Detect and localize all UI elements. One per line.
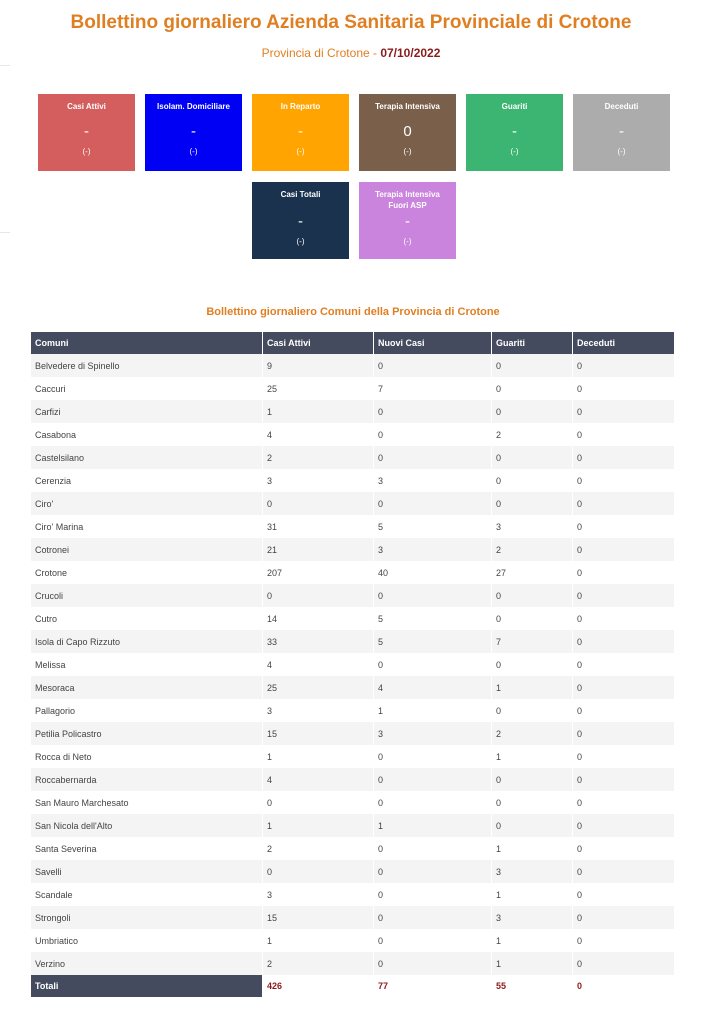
nuovi-casi-cell: 5	[374, 515, 492, 538]
deceduti-cell: 0	[573, 676, 674, 699]
deceduti-cell: 0	[573, 630, 674, 653]
deceduti-cell: 0	[573, 860, 674, 883]
nuovi-casi-cell: 3	[374, 722, 492, 745]
casi-attivi-cell: 25	[263, 676, 374, 699]
guariti-cell: 1	[492, 676, 573, 699]
deceduti-cell: 0	[573, 469, 674, 492]
table-row	[31, 354, 674, 377]
comune-name: Isola di Capo Rizzuto	[31, 630, 263, 653]
comune-name: Pallagorio	[31, 699, 263, 722]
table-row	[31, 653, 674, 676]
comune-name: Castelsilano	[31, 446, 263, 469]
nuovi-casi-cell: 0	[374, 791, 492, 814]
guariti-cell: 0	[492, 377, 573, 400]
nuovi-casi-cell: 0	[374, 446, 492, 469]
nuovi-casi-cell: 0	[374, 768, 492, 791]
guariti-cell: 1	[492, 745, 573, 768]
card-delta: (-)	[403, 147, 412, 156]
casi-attivi-cell: 21	[263, 538, 374, 561]
nuovi-casi-cell: 0	[374, 929, 492, 952]
casi-attivi-cell: 31	[263, 515, 374, 538]
table-row	[31, 814, 674, 837]
guariti-cell: 2	[492, 538, 573, 561]
card-label: Guariti	[501, 102, 528, 111]
subtitle-province: Provincia di Crotone -	[261, 46, 381, 60]
card-value: -	[298, 123, 303, 140]
table-row	[31, 745, 674, 768]
comune-name: Cerenzia	[31, 469, 263, 492]
comune-name: Scandale	[31, 883, 263, 906]
card-value: -	[191, 123, 196, 140]
deceduti-cell: 0	[573, 837, 674, 860]
casi-attivi-cell: 3	[263, 469, 374, 492]
nuovi-casi-cell: 1	[374, 699, 492, 722]
casi-attivi-cell: 2	[263, 952, 374, 975]
card-value: -	[405, 213, 410, 230]
nuovi-casi-cell: 40	[374, 561, 492, 584]
page-title: Bollettino giornaliero Azienda Sanitaria Provinciale di Crotone	[70, 12, 632, 33]
left-edge-line	[0, 65, 10, 66]
casi-attivi-cell: 207	[263, 561, 374, 584]
nuovi-casi-cell: 0	[374, 745, 492, 768]
comune-name: Cutro	[31, 607, 263, 630]
card-label: Isolam. Domiciliare	[157, 102, 230, 111]
comune-name: Strongoli	[31, 906, 263, 929]
deceduti-cell: 0	[573, 814, 674, 837]
comune-name: Carfizi	[31, 400, 263, 423]
deceduti-cell: 0	[573, 791, 674, 814]
table-row	[31, 906, 674, 929]
nuovi-casi-cell: 0	[374, 584, 492, 607]
table-row	[31, 377, 674, 400]
casi-attivi-cell: 4	[263, 423, 374, 446]
deceduti-cell: 0	[573, 584, 674, 607]
comune-name: Petilia Policastro	[31, 722, 263, 745]
comune-name: San Mauro Marchesato	[31, 791, 263, 814]
column-header: Nuovi Casi	[374, 332, 492, 354]
nuovi-casi-cell: 1	[374, 814, 492, 837]
card-delta: (-)	[189, 147, 198, 156]
column-header: Guariti	[492, 332, 573, 354]
totals-row	[31, 975, 674, 997]
comune-name: Belvedere di Spinello	[31, 354, 263, 377]
table-row	[31, 400, 674, 423]
nuovi-casi-cell: 0	[374, 883, 492, 906]
guariti-cell: 0	[492, 400, 573, 423]
card-deceduti	[573, 94, 670, 171]
guariti-cell: 0	[492, 492, 573, 515]
deceduti-cell: 0	[573, 883, 674, 906]
casi-attivi-cell: 3	[263, 883, 374, 906]
comuni-table	[31, 332, 674, 997]
nuovi-casi-cell: 4	[374, 676, 492, 699]
deceduti-cell: 0	[573, 492, 674, 515]
casi-attivi-cell: 0	[263, 492, 374, 515]
guariti-cell: 0	[492, 791, 573, 814]
casi-attivi-cell: 0	[263, 860, 374, 883]
card-isolamento-domiciliare	[145, 94, 242, 171]
column-header: Deceduti	[573, 332, 674, 354]
casi-attivi-cell: 4	[263, 768, 374, 791]
casi-attivi-cell: 2	[263, 446, 374, 469]
comune-name: Roccabernarda	[31, 768, 263, 791]
comune-name: Ciro' Marina	[31, 515, 263, 538]
comune-name: Crucoli	[31, 584, 263, 607]
table-header-row	[31, 332, 674, 354]
guariti-cell: 0	[492, 814, 573, 837]
nuovi-casi-cell: 7	[374, 377, 492, 400]
card-delta: (-)	[296, 237, 305, 246]
card-delta: (-)	[617, 147, 626, 156]
card-label: Deceduti	[604, 102, 639, 111]
table-row	[31, 538, 674, 561]
deceduti-cell: 0	[573, 653, 674, 676]
comune-name: Umbriatico	[31, 929, 263, 952]
card-value: 0	[403, 123, 412, 140]
guariti-cell: 0	[492, 768, 573, 791]
card-terapia-intensiva	[359, 94, 456, 171]
casi-attivi-cell: 33	[263, 630, 374, 653]
nuovi-casi-cell: 0	[374, 653, 492, 676]
nuovi-casi-cell: 0	[374, 837, 492, 860]
comune-name: Crotone	[31, 561, 263, 584]
guariti-cell: 0	[492, 446, 573, 469]
card-terapia-intensiva-fuori-asp	[359, 182, 456, 259]
casi-attivi-cell: 1	[263, 814, 374, 837]
table-row	[31, 883, 674, 906]
guariti-cell: 0	[492, 607, 573, 630]
card-value: -	[298, 213, 303, 230]
table-row	[31, 952, 674, 975]
card-casi-attivi	[38, 94, 135, 171]
comune-name: Ciro'	[31, 492, 263, 515]
card-label: Terapia Intensiva	[375, 102, 440, 111]
comune-name: San Nicola dell'Alto	[31, 814, 263, 837]
table-row	[31, 446, 674, 469]
guariti-cell: 2	[492, 423, 573, 446]
card-value: -	[84, 123, 89, 140]
section-title: Bollettino giornaliero Comuni della Provincia di Crotone	[206, 306, 500, 318]
table-row	[31, 929, 674, 952]
deceduti-cell: 0	[573, 377, 674, 400]
guariti-cell: 27	[492, 561, 573, 584]
table-row	[31, 676, 674, 699]
deceduti-cell: 0	[573, 400, 674, 423]
comune-name: Mesoraca	[31, 676, 263, 699]
card-label: Terapia Intensiva Fuori ASP	[375, 190, 440, 210]
table-row	[31, 492, 674, 515]
card-delta: (-)	[510, 147, 519, 156]
guariti-cell: 1	[492, 837, 573, 860]
comune-name: Verzino	[31, 952, 263, 975]
casi-attivi-cell: 2	[263, 837, 374, 860]
casi-attivi-cell: 0	[263, 584, 374, 607]
guariti-cell: 0	[492, 354, 573, 377]
card-label: Casi Attivi	[67, 102, 106, 111]
casi-attivi-cell: 1	[263, 929, 374, 952]
nuovi-casi-cell: 0	[374, 354, 492, 377]
table-row	[31, 630, 674, 653]
deceduti-cell: 0	[573, 768, 674, 791]
comune-name: Rocca di Neto	[31, 745, 263, 768]
column-header: Comuni	[31, 332, 263, 354]
page-subtitle	[0, 46, 702, 60]
card-delta: (-)	[403, 237, 412, 246]
guariti-cell: 0	[492, 699, 573, 722]
bulletin-date: 07/10/2022	[380, 46, 441, 60]
table-row	[31, 515, 674, 538]
left-edge-line	[0, 232, 10, 233]
deceduti-cell: 0	[573, 515, 674, 538]
table-row	[31, 607, 674, 630]
casi-attivi-cell: 1	[263, 745, 374, 768]
deceduti-cell: 0	[573, 561, 674, 584]
deceduti-cell: 0	[573, 722, 674, 745]
table-row	[31, 561, 674, 584]
guariti-cell: 0	[492, 584, 573, 607]
nuovi-casi-cell: 0	[374, 906, 492, 929]
table-row	[31, 791, 674, 814]
column-header: Casi Attivi	[263, 332, 374, 354]
guariti-cell: 3	[492, 515, 573, 538]
casi-attivi-cell: 1	[263, 400, 374, 423]
table-row	[31, 837, 674, 860]
card-label: In Reparto	[280, 102, 321, 111]
nuovi-casi-cell: 0	[374, 400, 492, 423]
deceduti-cell: 0	[573, 745, 674, 768]
guariti-cell: 3	[492, 860, 573, 883]
table-row	[31, 860, 674, 883]
table-row	[31, 423, 674, 446]
guariti-cell: 3	[492, 906, 573, 929]
deceduti-cell: 0	[573, 423, 674, 446]
comune-name: Caccuri	[31, 377, 263, 400]
nuovi-casi-cell: 3	[374, 538, 492, 561]
casi-attivi-cell: 15	[263, 906, 374, 929]
card-in-reparto	[252, 94, 349, 171]
nuovi-casi-cell: 5	[374, 630, 492, 653]
card-delta: (-)	[296, 147, 305, 156]
table-row	[31, 768, 674, 791]
guariti-cell: 0	[492, 469, 573, 492]
guariti-cell: 2	[492, 722, 573, 745]
total-nuovi-casi: 77	[374, 975, 492, 997]
casi-attivi-cell: 0	[263, 791, 374, 814]
casi-attivi-cell: 9	[263, 354, 374, 377]
card-value: -	[619, 123, 624, 140]
total-deceduti: 0	[573, 975, 674, 997]
card-delta: (-)	[82, 147, 91, 156]
card-casi-totali	[252, 182, 349, 259]
guariti-cell: 1	[492, 929, 573, 952]
comune-name: Casabona	[31, 423, 263, 446]
table-row	[31, 469, 674, 492]
nuovi-casi-cell: 5	[374, 607, 492, 630]
casi-attivi-cell: 25	[263, 377, 374, 400]
casi-attivi-cell: 3	[263, 699, 374, 722]
comune-name: Santa Severina	[31, 837, 263, 860]
card-guariti	[466, 94, 563, 171]
total-casi-attivi: 426	[263, 975, 374, 997]
totals-label: Totali	[31, 975, 263, 997]
casi-attivi-cell: 4	[263, 653, 374, 676]
guariti-cell: 0	[492, 653, 573, 676]
casi-attivi-cell: 15	[263, 722, 374, 745]
nuovi-casi-cell: 3	[374, 469, 492, 492]
deceduti-cell: 0	[573, 952, 674, 975]
deceduti-cell: 0	[573, 929, 674, 952]
comune-name: Cotronei	[31, 538, 263, 561]
casi-attivi-cell: 14	[263, 607, 374, 630]
comune-name: Melissa	[31, 653, 263, 676]
guariti-cell: 1	[492, 883, 573, 906]
deceduti-cell: 0	[573, 354, 674, 377]
card-label: Casi Totali	[280, 190, 321, 199]
card-value: -	[512, 123, 517, 140]
deceduti-cell: 0	[573, 906, 674, 929]
nuovi-casi-cell: 0	[374, 952, 492, 975]
guariti-cell: 7	[492, 630, 573, 653]
guariti-cell: 1	[492, 952, 573, 975]
table-row	[31, 699, 674, 722]
nuovi-casi-cell: 0	[374, 492, 492, 515]
nuovi-casi-cell: 0	[374, 423, 492, 446]
deceduti-cell: 0	[573, 607, 674, 630]
table-row	[31, 584, 674, 607]
total-guariti: 55	[492, 975, 573, 997]
deceduti-cell: 0	[573, 446, 674, 469]
deceduti-cell: 0	[573, 538, 674, 561]
deceduti-cell: 0	[573, 699, 674, 722]
nuovi-casi-cell: 0	[374, 860, 492, 883]
comune-name: Savelli	[31, 860, 263, 883]
table-row	[31, 722, 674, 745]
